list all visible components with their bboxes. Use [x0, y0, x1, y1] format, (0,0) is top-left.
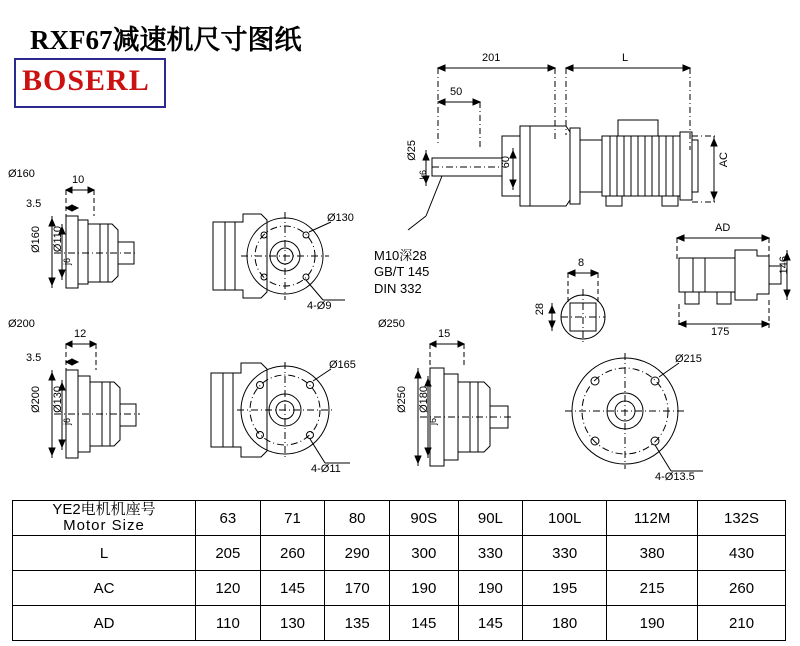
AC-112m: 215: [607, 571, 698, 606]
dim-shaft-tol: k6: [418, 170, 428, 180]
table-row: [13, 536, 786, 571]
dim-165: Ø165: [329, 359, 356, 371]
L-132s: 430: [698, 536, 786, 571]
variant-160-front-view: [205, 200, 355, 320]
table-header-row: [13, 501, 786, 536]
motor-size-71: 71: [260, 501, 325, 536]
AC-132s: 260: [698, 571, 786, 606]
motor-size-80: 80: [325, 501, 390, 536]
dim-160-top: Ø160: [8, 168, 35, 180]
dim-200-top: Ø200: [8, 318, 35, 330]
L-71: 260: [260, 536, 325, 571]
dim-180-tol: j6: [428, 418, 438, 426]
dim-160: Ø160: [30, 226, 42, 253]
motor-size-90s: 90S: [390, 501, 459, 536]
right-side-view: [665, 220, 795, 345]
logo-text: BOSERL: [22, 64, 150, 97]
L-100l: 330: [523, 536, 607, 571]
keyway-detail-view: [530, 255, 640, 350]
dim-175: 175: [711, 326, 730, 338]
motor-size-132s: 132S: [698, 501, 786, 536]
motor-size-100l: 100L: [523, 501, 607, 536]
dim-200: Ø200: [30, 386, 42, 413]
dim-AD: AD: [715, 222, 731, 234]
table-row: [13, 606, 786, 641]
dim-201: 201: [482, 52, 501, 64]
dim-250: Ø250: [396, 386, 408, 413]
dim-15: 15: [438, 328, 451, 340]
AD-112m: 190: [607, 606, 698, 641]
dim-shaft-dia: Ø25: [406, 140, 418, 161]
dim-50: 50: [450, 86, 463, 98]
L-90l: 330: [458, 536, 523, 571]
dim-215: Ø215: [675, 353, 702, 365]
table-header-cell: [13, 501, 196, 536]
AD-90l: 145: [458, 606, 523, 641]
dim-130-b: Ø130: [52, 386, 64, 413]
AD-132s: 210: [698, 606, 786, 641]
dim-holes-13-5: 4-Ø13.5: [655, 471, 695, 483]
dim-60: 60: [500, 156, 512, 169]
dim-10: 10: [72, 174, 85, 186]
AD-80: 135: [325, 606, 390, 641]
page-title: RXF67减速机尺寸图纸: [30, 25, 302, 55]
AC-100l: 195: [523, 571, 607, 606]
dim-12: 12: [74, 328, 87, 340]
motor-size-90l: 90L: [458, 501, 523, 536]
L-112m: 380: [607, 536, 698, 571]
dim-130-tol: j6: [62, 418, 72, 426]
row-label-AC: AC: [13, 571, 196, 606]
motor-size-112m: 112M: [607, 501, 698, 536]
dim-110: Ø110: [52, 226, 64, 253]
L-90s: 300: [390, 536, 459, 571]
table-header-cn: YE2电机机座号: [52, 501, 156, 519]
AC-63: 120: [196, 571, 261, 606]
tap-note-line3: DIN 332: [374, 280, 422, 296]
dim-250-top: Ø250: [378, 318, 405, 330]
dim-180: Ø180: [418, 386, 430, 413]
variant-200-section-view: [8, 318, 168, 473]
motor-size-table: [12, 500, 786, 641]
variant-250-section-view: [378, 318, 543, 478]
dim-holes-11: 4-Ø11: [311, 463, 341, 475]
tap-note-line1: M10深28: [374, 248, 427, 263]
dim-110-tol: j6: [62, 258, 72, 266]
AD-90s: 145: [390, 606, 459, 641]
tap-note-line2: GB/T 145: [374, 264, 430, 280]
variant-250-front-view: [545, 345, 720, 490]
variant-200-front-view: [205, 345, 360, 485]
dim-146: 146: [778, 256, 790, 275]
AC-90l: 190: [458, 571, 523, 606]
motor-size-63: 63: [196, 501, 261, 536]
AC-71: 145: [260, 571, 325, 606]
dim-AC: AC: [718, 152, 730, 168]
row-label-L: L: [13, 536, 196, 571]
variant-160-section-view: [8, 168, 168, 298]
L-63: 205: [196, 536, 261, 571]
L-80: 290: [325, 536, 390, 571]
dim-3-5: 3.5: [26, 198, 42, 210]
dim-holes-9: 4-Ø9: [307, 300, 332, 312]
dim-key-8: 8: [578, 257, 585, 269]
dim-L: L: [622, 52, 629, 64]
logo: [14, 58, 166, 108]
tap-note: [374, 248, 429, 297]
AD-71: 130: [260, 606, 325, 641]
table-row: [13, 571, 786, 606]
row-label-AD: AD: [13, 606, 196, 641]
AC-80: 170: [325, 571, 390, 606]
dim-130: Ø130: [327, 212, 354, 224]
AD-100l: 180: [523, 606, 607, 641]
dim-key-28: 28: [534, 303, 546, 316]
dim-3-5-b: 3.5: [26, 352, 42, 364]
table-header-en: Motor Size: [63, 517, 145, 534]
AC-90s: 190: [390, 571, 459, 606]
AD-63: 110: [196, 606, 261, 641]
